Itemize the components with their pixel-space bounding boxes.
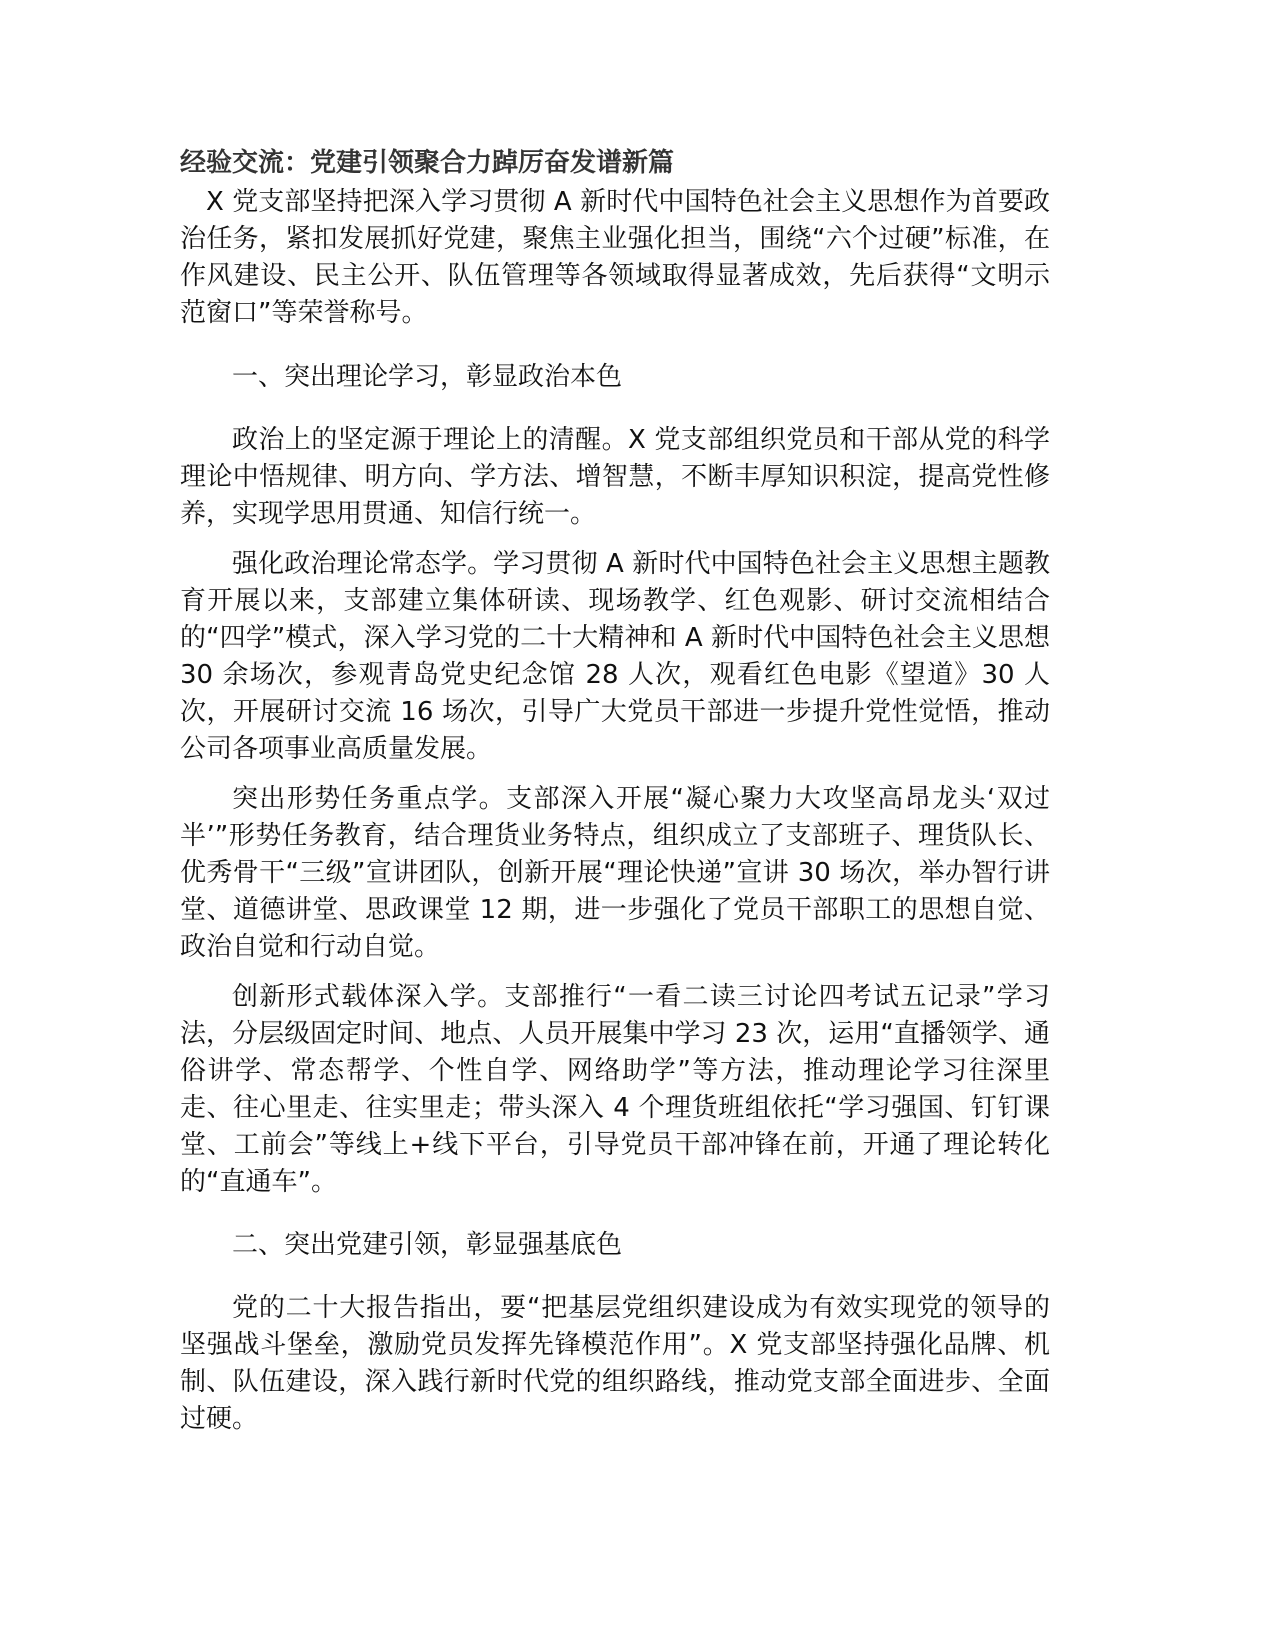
section1-paragraph-1: 政治上的坚定源于理论上的清醒。X 党支部组织党员和干部从党的科学理论中悟规律、明方向、学方法、增智慧，不断丰厚知识积淀，提高党性修养，实现学思用贯通、知信行统一。 [180, 425, 1050, 529]
section-heading-1: 一、突出理论学习，彰显政治本色 [232, 362, 623, 392]
document-title: 经验交流：党建引领聚合力踔厉奋发谱新篇 [180, 148, 675, 178]
section1-paragraph-3: 突出形势任务重点学。支部深入开展“凝心聚力大攻坚高昂龙头‘双过半’”形势任务教育，结合理货业务特点，组织成立了支部班子、理货队长、优秀骨干“三级”宣讲团队，创新开展“理论快递”宣讲 30 场次，举办智行讲堂、道德讲堂、思政课堂 12 期，进一步强化了党员干部职工的思想自觉、政治自觉和行动自觉。 [180, 784, 1050, 962]
section-heading-2: 二、突出党建引领，彰显强基底色 [232, 1230, 623, 1260]
section2-paragraph-1: 党的二十大报告指出，要“把基层党组织建设成为有效实现党的领导的坚强战斗堡垒，激励党员发挥先锋模范作用”。X 党支部坚持强化品牌、机制、队伍建设，深入践行新时代党的组织路线，推动党支部全面进步、全面过硬。 [180, 1293, 1050, 1434]
section1-paragraph-4: 创新形式载体深入学。支部推行“一看二读三讨论四考试五记录”学习法，分层级固定时间、地点、人员开展集中学习 23 次，运用“直播领学、通俗讲学、常态帮学、个性自学、网络助学”等方法，推动理论学习往深里走、往心里走、往实里走；带头深入 4 个理货班组依托“学习强国、钉钉课堂、工前会”等线上+线下平台，引导党员干部冲锋在前，开通了理论转化的“直通车”。 [180, 982, 1050, 1197]
intro-paragraph: X 党支部坚持把深入学习贯彻 A 新时代中国特色社会主义思想作为首要政治任务，紧扣发展抓好党建，聚焦主业强化担当，围绕“六个过硬”标准，在作风建设、民主公开、队伍管理等各领域取得显著成效，先后获得“文明示范窗口”等荣誉称号。 [180, 187, 1050, 328]
document-body [180, 142, 1050, 1438]
section1-paragraph-2: 强化政治理论常态学。学习贯彻 A 新时代中国特色社会主义思想主题教育开展以来，支部建立集体研读、现场教学、红色观影、研讨交流相结合的“四学”模式，深入学习党的二十大精神和 A 新时代中国特色社会主义思想 30 余场次，参观青岛党史纪念馆 28 人次，观看红色电影《望道》30 人次，开展研讨交流 16 场次，引导广大党员干部进一步提升党性觉悟，推动公司各项事业高质量发展。 [180, 549, 1050, 764]
